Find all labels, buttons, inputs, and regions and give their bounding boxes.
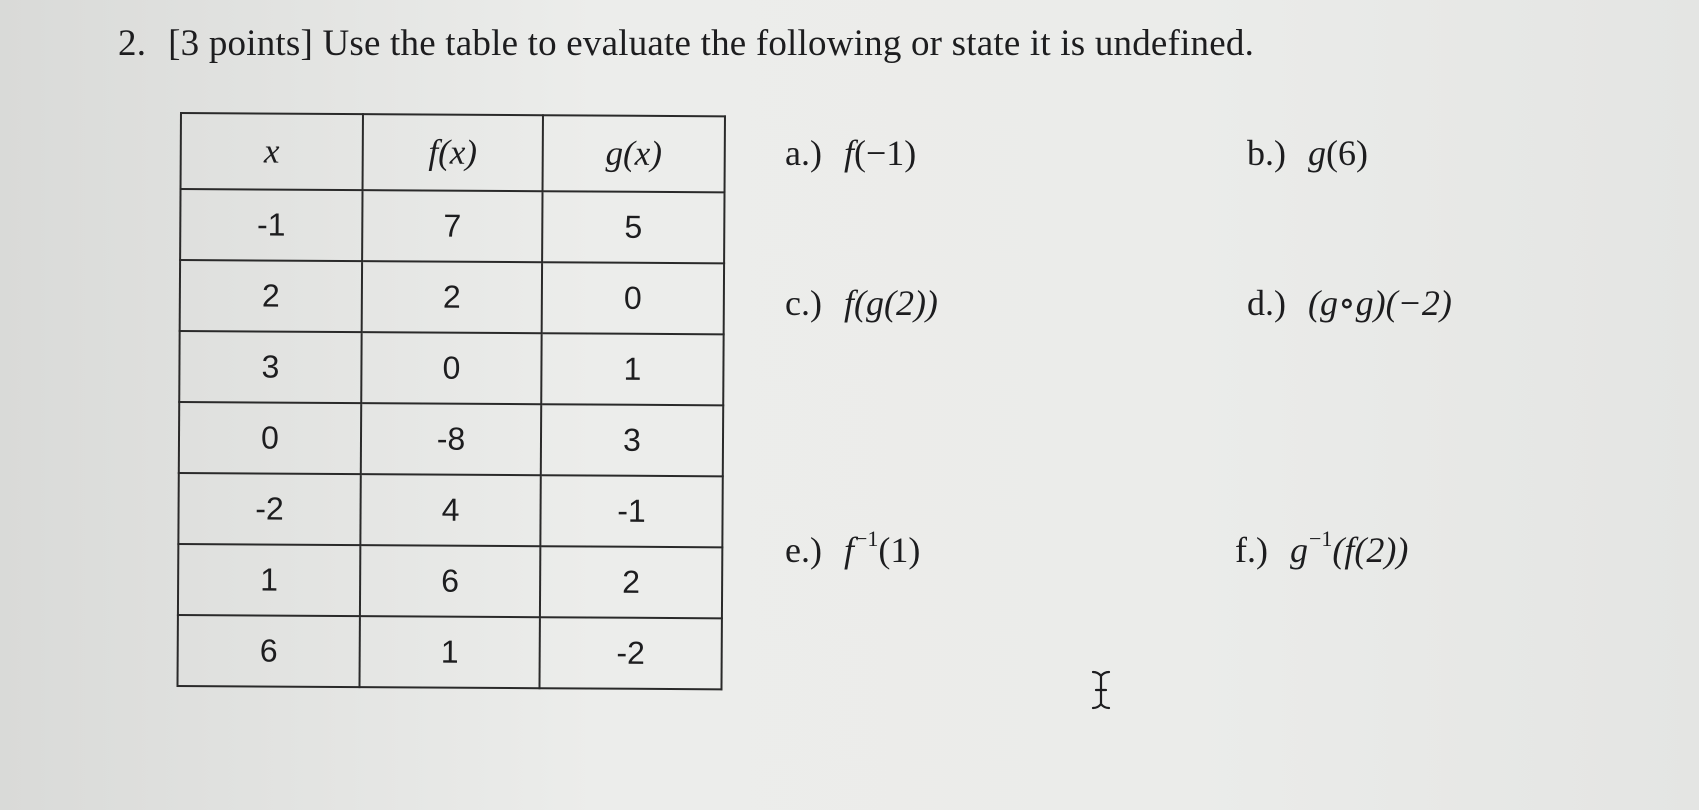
cell-x: -1 — [180, 189, 362, 261]
cell-gx: 1 — [541, 333, 723, 405]
part-f-function: g — [1289, 530, 1308, 570]
table-row — [179, 331, 723, 405]
table-row — [178, 473, 722, 547]
cell-gx: 2 — [540, 546, 722, 618]
part-e-function: f — [843, 530, 854, 570]
cell-fx: 7 — [362, 190, 542, 262]
part-b-function: g — [1308, 133, 1326, 173]
part-a-function: f — [843, 133, 854, 173]
part-e — [785, 526, 920, 571]
table-row — [177, 615, 721, 689]
part-a — [785, 132, 916, 174]
part-b-expression — [1308, 133, 1368, 173]
part-c-label: c.) — [785, 283, 822, 323]
table-row — [179, 402, 723, 476]
header-gx: g(x) — [543, 115, 725, 192]
function-table — [176, 112, 726, 690]
cell-x: 0 — [179, 402, 361, 474]
cell-x: 1 — [178, 544, 360, 616]
part-b-label: b.) — [1247, 133, 1286, 173]
cell-x: 6 — [177, 615, 359, 687]
part-f-inverse: −1 — [1308, 526, 1333, 551]
part-a-argument: (−1) — [853, 133, 917, 173]
part-b-argument: (6) — [1326, 133, 1368, 173]
cell-gx: 0 — [542, 262, 724, 334]
part-e-label: e.) — [785, 530, 822, 570]
cell-fx: 2 — [362, 261, 542, 333]
table-row — [180, 260, 724, 334]
cell-fx: 4 — [360, 474, 540, 546]
part-d — [1247, 282, 1452, 324]
text-cursor-icon — [1090, 670, 1112, 710]
cell-gx: 5 — [542, 191, 724, 263]
question-text: [3 points] Use the table to evaluate the following or state it is undefined. — [168, 23, 1255, 64]
table-row — [180, 189, 724, 263]
part-f-argument: (f(2)) — [1332, 530, 1409, 570]
part-f — [1235, 526, 1408, 571]
cell-fx: 1 — [359, 616, 539, 688]
part-b — [1247, 132, 1368, 174]
part-c — [785, 282, 938, 324]
table-header-row — [181, 113, 725, 192]
cell-gx: -1 — [540, 475, 722, 547]
cell-fx: 0 — [361, 332, 541, 404]
part-e-argument: (1) — [878, 530, 921, 570]
cell-x: -2 — [178, 473, 360, 545]
part-c-expression: f(g(2)) — [843, 283, 938, 323]
header-x: x — [181, 113, 363, 190]
part-e-inverse: −1 — [854, 526, 879, 551]
part-f-label: f.) — [1235, 530, 1268, 570]
part-e-expression — [843, 526, 921, 570]
cell-fx: -8 — [361, 403, 541, 475]
cell-gx: 3 — [541, 404, 723, 476]
part-a-expression — [844, 133, 916, 173]
part-d-label: d.) — [1247, 283, 1286, 323]
cell-x: 2 — [180, 260, 362, 332]
cell-fx: 6 — [360, 545, 540, 617]
cell-x: 3 — [179, 331, 361, 403]
part-a-label: a.) — [785, 133, 822, 173]
header-fx: f(x) — [363, 114, 543, 191]
table-row — [178, 544, 722, 618]
question-number: 2. — [118, 23, 147, 64]
part-f-expression — [1289, 526, 1409, 570]
cell-gx: -2 — [539, 617, 721, 689]
question-heading — [118, 22, 1254, 65]
part-d-expression: (g∘g)(−2) — [1308, 283, 1452, 323]
